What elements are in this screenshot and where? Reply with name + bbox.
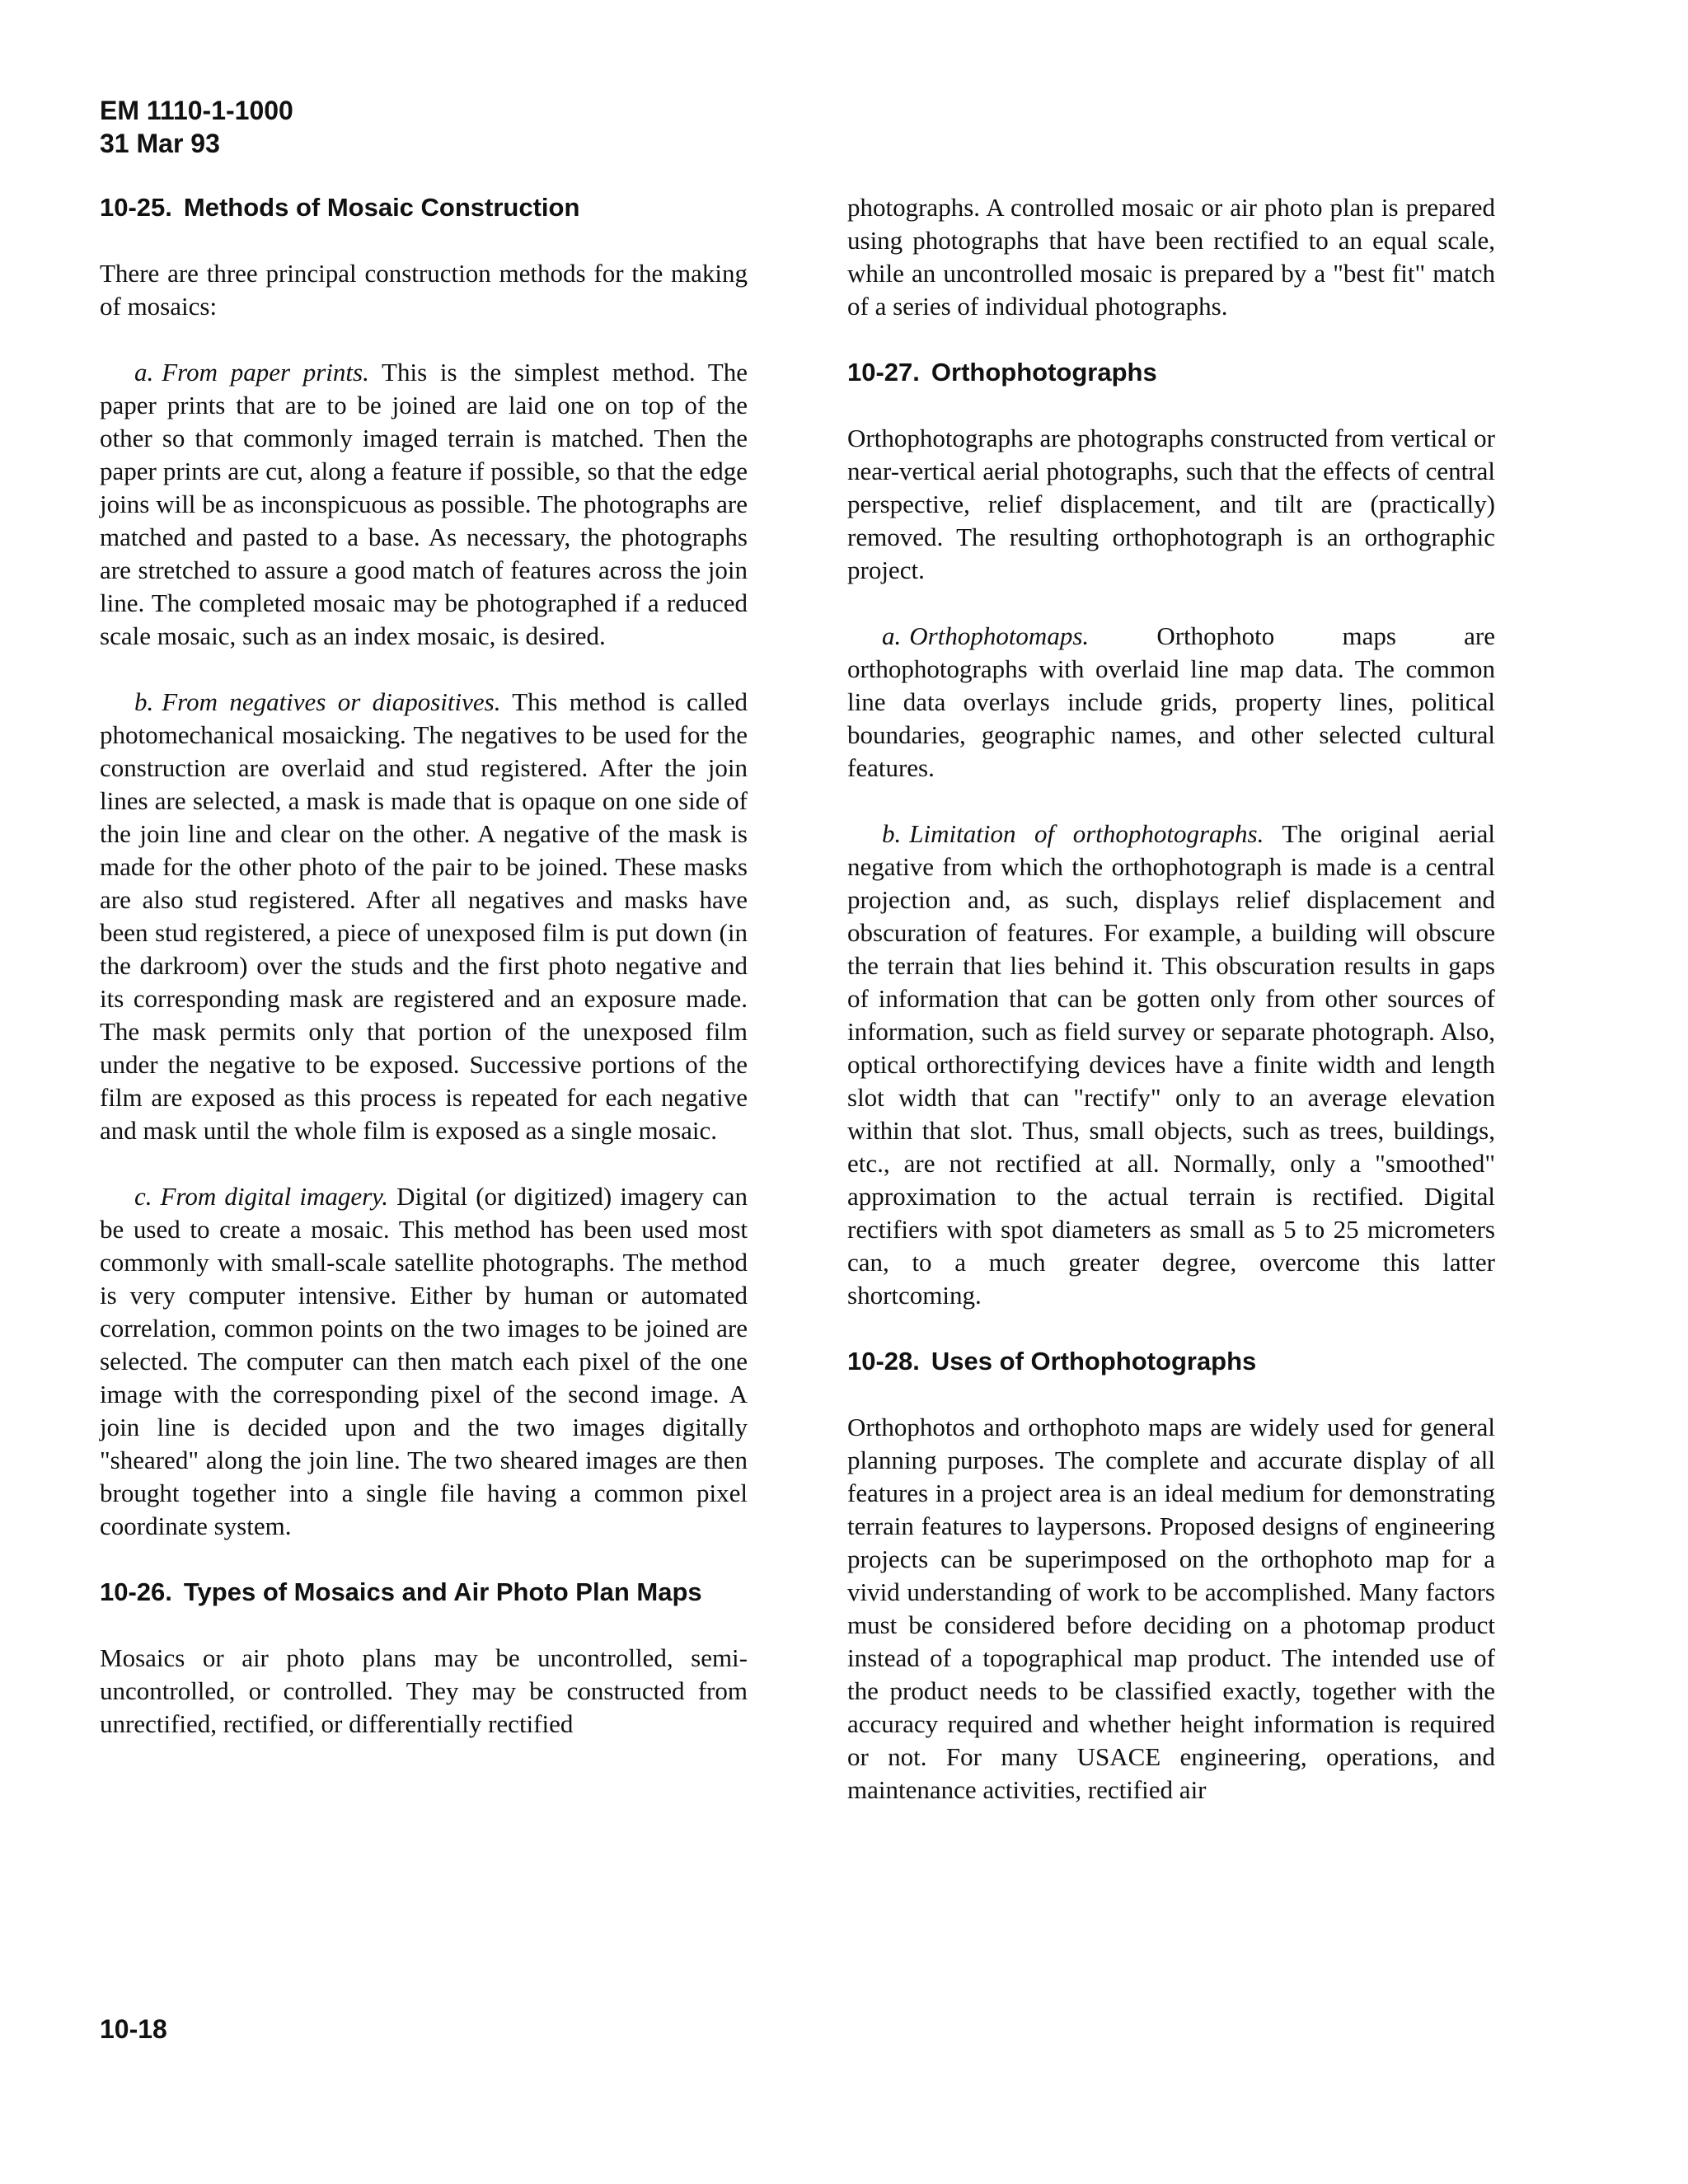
document-header bbox=[100, 94, 293, 160]
document-date: 31 Mar 93 bbox=[100, 129, 220, 158]
section-number: 10-26. bbox=[100, 1577, 172, 1606]
section-number: 10-25. bbox=[100, 193, 172, 222]
item-text: Digital (or digitized) imagery can be used to create a mosaic. This method has been used most commonly with small-scale satellite photographs. The method is very computer intensive. Either by human or automated correlation, common points on the two images to be joined are selected. The computer can then match each pixel of the one image with the corresponding pixel of the second image. A join line is decided upon and the two images digitally "sheared" along the join line. The two sheared images are then brought together into a single file having a common pixel coordinate system. bbox=[100, 1182, 748, 1540]
left-column bbox=[100, 191, 748, 1774]
item-letter: b. bbox=[882, 819, 902, 848]
section-title: Methods of Mosaic Construction bbox=[183, 193, 580, 222]
paragraph-b-negatives bbox=[100, 686, 748, 1147]
section-heading-10-25 bbox=[100, 191, 748, 224]
paragraph-uses: Orthophotos and orthophoto maps are widely used for general planning purposes. The complete and accurate display of all features in a project area is an ideal medium for demonstrating terrain features to laypersons. Proposed designs of engineering projects can be superimposed on the orthophoto map for a vivid understanding of work to be accomplished. Many factors must be considered before deciding on a photomap product instead of a topographical map product. The intended use of the product needs to be classified exactly, together with the accuracy required and whether height information is required or not. For many USACE engineering, operations, and maintenance activities, rectified air bbox=[847, 1413, 1495, 1804]
paragraph-b-limitation bbox=[847, 818, 1495, 1312]
paragraph-mosaic-types: Mosaics or air photo plans may be uncontrolled, semi-uncontrolled, or controlled. They may be constructed from unrectified, rectified, or differentially rectified bbox=[100, 1643, 748, 1738]
item-lead: From digital imagery. bbox=[160, 1182, 388, 1211]
paragraph-orthophotographs-intro: Orthophotographs are photographs constructed from vertical or near-vertical aerial photographs, such that the effects of central perspective, relief displacement, and tilt are (practically) removed. The resulting orthophotograph is an orthographic project. bbox=[847, 424, 1495, 584]
section-number: 10-28. bbox=[847, 1347, 920, 1376]
section-heading-10-28 bbox=[847, 1345, 1495, 1378]
paragraph-intro: There are three principal construction methods for the making of mosaics: bbox=[100, 259, 748, 321]
item-letter: c. bbox=[134, 1182, 152, 1211]
item-text: This method is called photomechanical mosaicking. The negatives to be used for the construction are overlaid and stud registered. After the join lines are selected, a mask is made that is opaque on one side of the join line and clear on the other. A negative of the mask is made for the other photo of the pair to be joined. These masks are also stud registered. After all negatives and masks have been stud registered, a piece of unexposed film is put down (in the darkroom) over the studs and the first photo negative and its corresponding mask are registered and an exposure made. The mask permits only that portion of the unexposed film under the negative to be exposed. Successive portions of the film are exposed as this process is repeated for each negative and mask until the whole film is exposed as a single mosaic. bbox=[100, 687, 748, 1145]
page-number: 10-18 bbox=[100, 2014, 167, 2044]
item-letter: a. bbox=[882, 621, 902, 650]
section-title: Uses of Orthophotographs bbox=[931, 1347, 1257, 1376]
section-title: Orthophotographs bbox=[931, 358, 1157, 387]
item-lead: Orthophotomaps. bbox=[909, 621, 1090, 650]
paragraph-a-paper-prints bbox=[100, 356, 748, 653]
right-column bbox=[847, 191, 1495, 1840]
document-id: EM 1110-1-1000 bbox=[100, 96, 293, 125]
item-lead: From paper prints. bbox=[162, 358, 369, 387]
item-text: Orthophoto maps are orthophotographs with overlaid line map data. The common line data overlays include grids, property lines, political boundaries, geographic names, and other selected cultural features. bbox=[847, 621, 1496, 782]
item-lead: From negatives or diapositives. bbox=[162, 687, 501, 716]
item-text: The original aerial negative from which the orthophotograph is made is a central projection and, as such, displays relief displacement and obscuration of features. For example, a building will obscure the terrain that lies behind it. This obscuration results in gaps of information that can be gotten only from other sources of information, such as field survey or separate photograph. Also, optical orthorectifying devices have a finite width and length slot width that can "rectify" only to an average elevation within that slot. Thus, small objects, such as trees, buildings, etc., are not rectified at all. Normally, only a "smoothed" approximation to the actual terrain is rectified. Digital rectifiers with spot diameters as small as 5 to 25 micrometers can, to a much greater degree, overcome this latter shortcoming. bbox=[847, 819, 1495, 1310]
section-heading-10-27 bbox=[847, 356, 1495, 389]
item-letter: b. bbox=[134, 687, 154, 716]
item-letter: a. bbox=[134, 358, 154, 387]
paragraph-c-digital-imagery bbox=[100, 1180, 748, 1543]
item-text: This is the simplest method. The paper prints that are to be joined are laid one on top of the other so that commonly imaged terrain is matched. Then the paper prints are cut, along a feature if possible, so that the edge joins will be as inconspicuous as possible. The photographs are matched and pasted to a base. As necessary, the photographs are stretched to assure a good match of features across the join line. The completed mosaic may be photographed if a reduced scale mosaic, such as an index mosaic, is desired. bbox=[100, 358, 748, 650]
paragraph-mosaic-types-continued: photographs. A controlled mosaic or air photo plan is prepared using photographs that have been rectified to an equal scale, while an uncontrolled mosaic is prepared by a "best fit" match of a series of individual photographs. bbox=[847, 193, 1495, 321]
section-number: 10-27. bbox=[847, 358, 920, 387]
item-lead: Limitation of orthophotographs. bbox=[909, 819, 1264, 848]
section-title: Types of Mosaics and Air Photo Plan Maps bbox=[183, 1577, 702, 1606]
section-heading-10-26 bbox=[100, 1576, 748, 1609]
paragraph-a-orthophotomaps bbox=[847, 620, 1495, 785]
